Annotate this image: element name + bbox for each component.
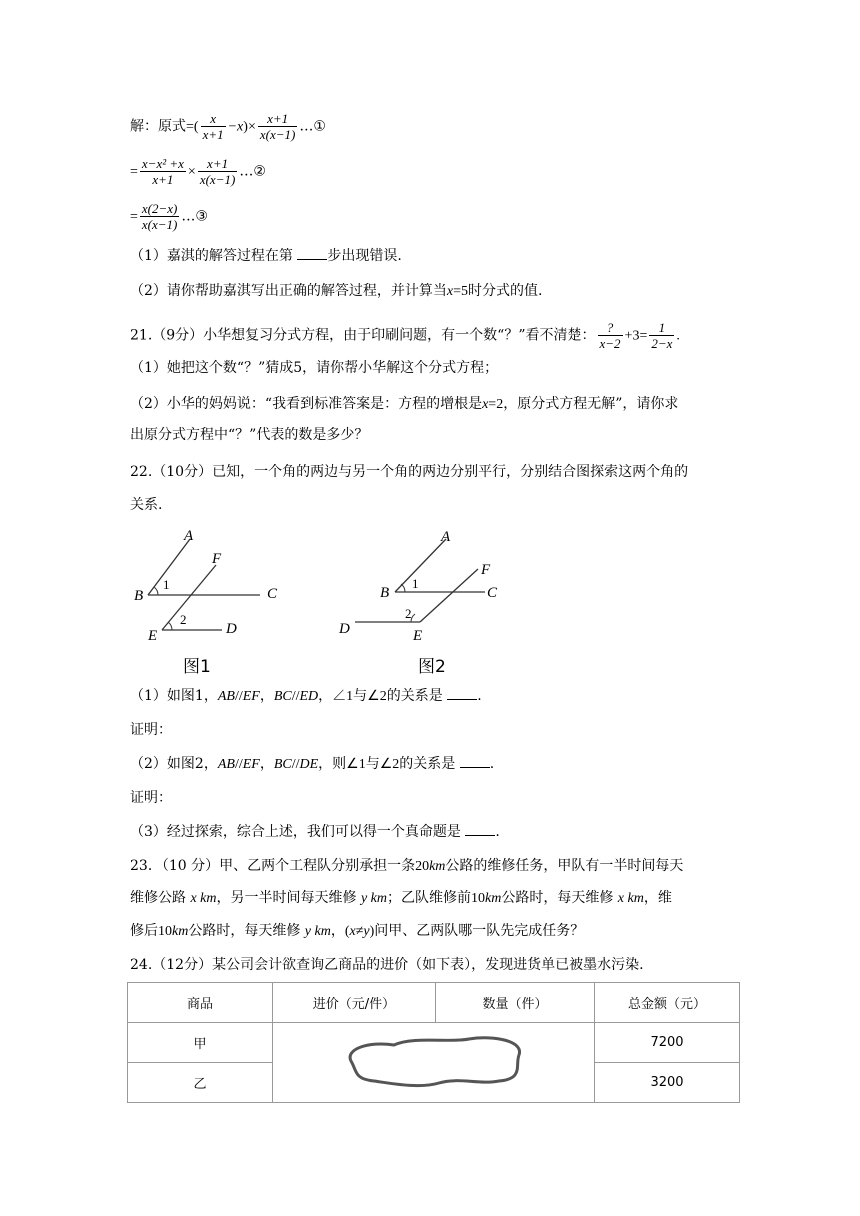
q20-part1: （1）嘉淇的解答过程在第 步出现错误. [130,248,402,264]
purchase-table [127,982,740,1103]
q22-header-cont: 关系. [130,497,163,513]
svg-text:F: F [481,562,491,578]
table-header: 总金额（元） [595,983,740,1023]
q21-header: 21.（9分）小华想复习分式方程，由于印刷问题，有一个数“？”看不清楚： $\frac{?}{x-2}$ +3= $\frac{1}{2-x}$ . [130,320,680,351]
ink-stain-cell [273,1023,595,1103]
q21-part1: （1）她把这个数“？”猜成5，请你帮小华解这个分式方程； [130,360,499,376]
svg-text:C: C [487,585,498,601]
svg-text:1: 1 [163,577,170,592]
table-row [128,1023,740,1063]
q22-part3: （3）经过探索，综合上述，我们可以得一个真命题是 . [130,824,500,840]
figure-1-caption: 图1 [183,657,211,677]
svg-text:2: 2 [405,606,412,621]
svg-text:1: 1 [412,576,419,591]
q23-line2: 维修公路 x km，另一半时间每天维修 y km；乙队维修前10km公路时，每天维修 x km，维 [130,890,672,906]
svg-text:B: B [380,585,390,601]
svg-text:2: 2 [180,612,187,627]
table-cell: 3200 [595,1063,740,1103]
svg-text:E: E [148,628,158,644]
figure-2 [335,525,510,650]
q24-header: 24.（12分）某公司会计欲查询乙商品的进价（如下表），发现进货单已被墨水污染. [130,957,644,973]
figure-2-caption: 图2 [418,657,446,677]
q22-part1: （1）如图1，AB//EF，BC//ED，∠1与∠2的关系是 . [130,688,482,704]
solution-step1: 解：原式=( $\frac{x}{x+1}$ −x)× $\frac{x+1}{x(x-1)}$ …① [130,111,326,142]
solution-step3: = $\frac{x(2-x)}{x(x-1)}$ …③ [130,201,208,232]
q21-part2-cont: 出原分式方程中“？”代表的数是多少？ [130,427,369,443]
svg-text:B: B [134,588,144,604]
table-cell: 乙 [128,1063,273,1103]
svg-text:E: E [413,628,423,644]
q21-part2: （2）小华的妈妈说：“我看到标准答案是：方程的增根是x=2，原分式方程无解”，请你求 [130,396,679,412]
svg-text:D: D [226,621,237,637]
q20-part2: （2）请你帮助嘉淇写出正确的解答过程，并计算当x=5时分式的值. [130,283,543,299]
ink-stain [339,1031,529,1091]
q22-proof2: 证明： [130,790,172,806]
svg-text:A: A [184,528,194,544]
table-cell: 甲 [128,1023,273,1063]
table-header-row [128,983,740,1023]
svg-text:D: D [339,621,350,637]
table-header: 数量（件） [436,983,595,1023]
svg-text:A: A [441,529,451,545]
q23-line3: 修后10km公路时，每天维修 y km，(x≠y)问甲、乙两队哪一队先完成任务？ [130,923,585,939]
q23-line1: 23．（10 分）甲、乙两个工程队分别承担一条20km公路的维修任务，甲队有一半时间每天 [130,858,684,874]
q22-header: 22.（10分）已知，一个角的两边与另一个角的两边分别平行，分别结合图探索这两个角的 [130,464,689,480]
figure-1 [130,525,290,650]
solution-step2: = $\frac{\text{x−x² +x}}{x+1}$ × $\frac{x+1}{x(x-1)}$ …② [130,156,266,187]
svg-text:F: F [212,551,222,567]
q22-proof1: 证明： [130,722,172,738]
q22-part2: （2）如图2，AB//EF，BC//DE，则∠1与∠2的关系是 . [130,756,495,772]
table-header: 商品 [128,983,273,1023]
table-header: 进价（元/件） [273,983,436,1023]
table-cell: 7200 [595,1023,740,1063]
svg-text:C: C [267,586,278,602]
